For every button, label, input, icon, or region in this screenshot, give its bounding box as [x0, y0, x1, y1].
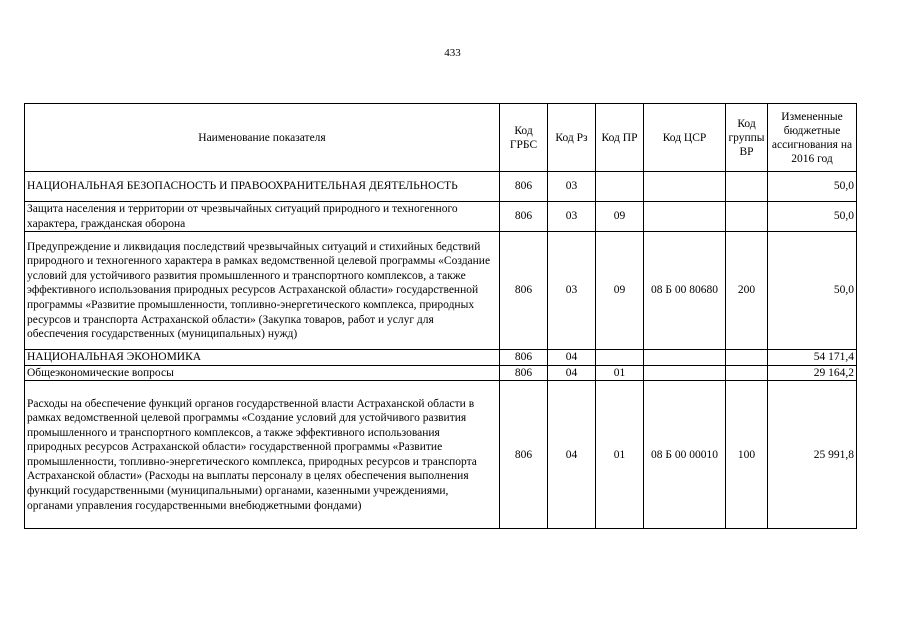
row-name: Общеэкономические вопросы	[25, 365, 500, 381]
table-row	[25, 172, 857, 202]
row-csr	[644, 172, 726, 202]
table-row	[25, 381, 857, 529]
row-rz: 03	[548, 202, 596, 232]
row-csr: 08 Б 00 00010	[644, 381, 726, 529]
row-pr: 09	[596, 202, 644, 232]
page-number: 433	[444, 47, 461, 59]
row-amount: 50,0	[768, 232, 857, 350]
table-row	[25, 202, 857, 232]
row-name: Защита населения и территории от чрезвычайных ситуаций природного и техногенного характера, гражданская оборона	[25, 202, 500, 232]
row-pr: 09	[596, 232, 644, 350]
table-row	[25, 232, 857, 350]
header-vr: Код группы ВР	[726, 104, 768, 172]
row-grbs: 806	[500, 350, 548, 366]
table-row	[25, 350, 857, 366]
row-rz: 04	[548, 381, 596, 529]
row-csr	[644, 350, 726, 366]
row-vr	[726, 172, 768, 202]
row-rz: 03	[548, 172, 596, 202]
row-pr	[596, 350, 644, 366]
row-pr: 01	[596, 365, 644, 381]
row-grbs: 806	[500, 202, 548, 232]
row-pr: 01	[596, 381, 644, 529]
row-amount: 50,0	[768, 172, 857, 202]
row-rz: 04	[548, 350, 596, 366]
row-name: Предупреждение и ликвидация последствий чрезвычайных ситуаций и стихийных бедствий природного и техногенного характера в рамках ведомственной целевой программы «Создание условий для устойчивого развития промышленного и транспортного комплексов, а также эффективного использования природных ресурсов Астраханской области» государственной программы «Развитие промышленности, топливно-энергетического комплекса, природных ресурсов и транспорта Астраханской области» (Закупка товаров, работ и услуг для обеспечения государственных (муниципальных) нужд)	[25, 232, 500, 350]
row-vr: 100	[726, 381, 768, 529]
header-csr: Код ЦСР	[644, 104, 726, 172]
row-vr	[726, 365, 768, 381]
header-amount: Измененные бюджетные ассигнования на 2016 год	[768, 104, 857, 172]
row-grbs: 806	[500, 381, 548, 529]
row-amount: 25 991,8	[768, 381, 857, 529]
header-name: Наименование показателя	[25, 104, 500, 172]
row-name: НАЦИОНАЛЬНАЯ БЕЗОПАСНОСТЬ И ПРАВООХРАНИТЕЛЬНАЯ ДЕЯТЕЛЬНОСТЬ	[25, 172, 500, 202]
header-rz: Код Рз	[548, 104, 596, 172]
row-amount: 54 171,4	[768, 350, 857, 366]
table-row	[25, 365, 857, 381]
row-grbs: 806	[500, 232, 548, 350]
row-vr: 200	[726, 232, 768, 350]
row-name: Расходы на обеспечение функций органов государственной власти Астраханской области в рамках ведомственной целевой программы «Создание условий для устойчивого развития промышленного и транспортного комплексов, а также эффективного использования природных ресурсов Астраханской области» государственной программы «Развитие промышленности, топливно-энергетического комплекса, природных ресурсов и транспорта Астраханской области» (Расходы на выплаты персоналу в целях обеспечения выполнения функций государственными (муниципальными) органами, казенными учреждениями, органами управления государственными внебюджетными фондами)	[25, 381, 500, 529]
header-pr: Код ПР	[596, 104, 644, 172]
row-amount: 50,0	[768, 202, 857, 232]
row-csr	[644, 365, 726, 381]
row-vr	[726, 202, 768, 232]
row-grbs: 806	[500, 365, 548, 381]
row-rz: 04	[548, 365, 596, 381]
row-csr: 08 Б 00 80680	[644, 232, 726, 350]
row-pr	[596, 172, 644, 202]
row-vr	[726, 350, 768, 366]
row-grbs: 806	[500, 172, 548, 202]
row-csr	[644, 202, 726, 232]
table-header-row	[25, 104, 857, 172]
row-amount: 29 164,2	[768, 365, 857, 381]
row-name: НАЦИОНАЛЬНАЯ ЭКОНОМИКА	[25, 350, 500, 366]
row-rz: 03	[548, 232, 596, 350]
budget-table	[24, 103, 857, 529]
header-grbs: Код ГРБС	[500, 104, 548, 172]
